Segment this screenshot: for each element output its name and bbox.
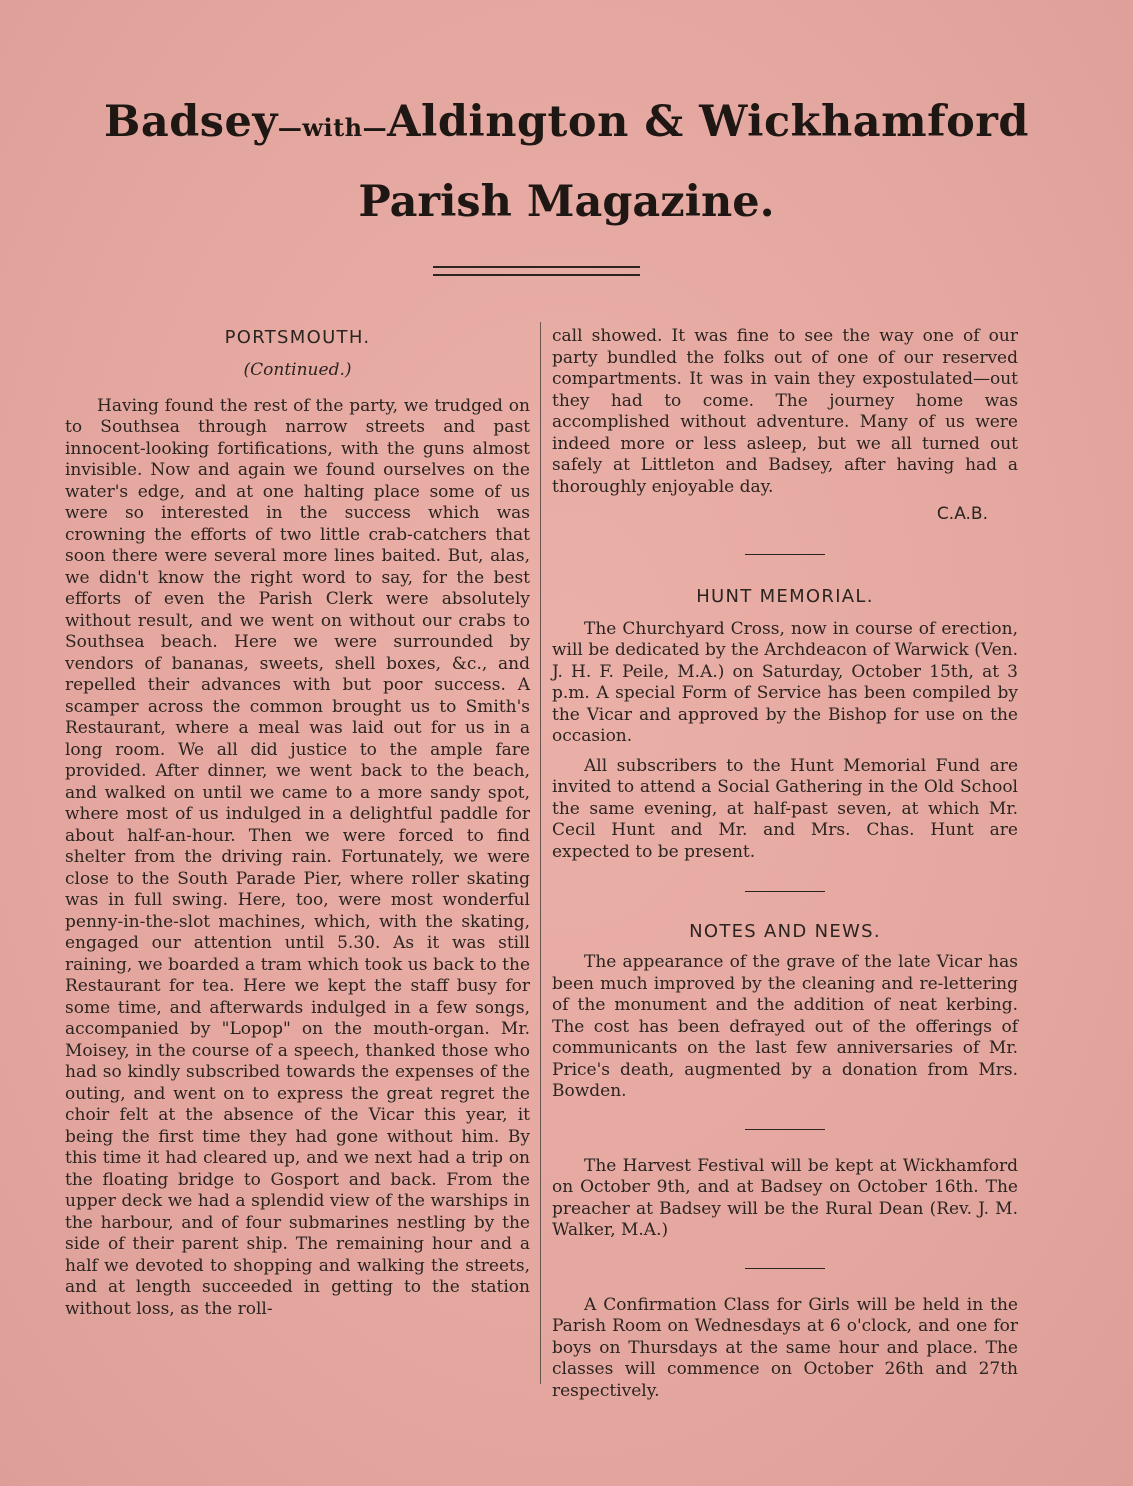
- masthead-line-2: Parish Magazine.: [358, 177, 775, 227]
- masthead: [40, 92, 1093, 232]
- right-column: [552, 326, 1018, 1402]
- column-divider: [540, 322, 541, 1384]
- signature: C.A.B.: [936, 504, 988, 524]
- left-column: [65, 326, 530, 1320]
- notes-paragraph-confirmation: A Confirmation Class for Girls will be held in the Parish Room on Wednesdays at 6 o'clock, and one for boys on Thursdays at the same hour and place. The classes will commence on October 26th and 27th respectively.: [552, 1294, 1018, 1401]
- hunt-memorial-paragraph-1: The Churchyard Cross, now in course of erection, will be dedicated by the Archdeacon of Warwick (Ven. J. H. F. Peile, M.A.) on Saturday, October 15th, at 3 p.m. A special Form of Service has been compiled by the Vicar and approved by the Bishop for use on the occasion.: [552, 618, 1018, 746]
- masthead-with: —with—: [277, 113, 388, 142]
- section-rule: [745, 891, 825, 892]
- masthead-double-rule: [433, 266, 640, 276]
- hunt-memorial-paragraph-2: All subscribers to the Hunt Memorial Fund are invited to attend a Social Gathering in the Old School the same evening, at half-past seven, at which Mr. Cecil Hunt and Mr. and Mrs. Chas. Hunt are expected to be present.: [552, 755, 1018, 862]
- notes-paragraph-harvest: The Harvest Festival will be kept at Wickhamford on October 9th, and at Badsey on October 16th. The preacher at Badsey will be the Rural Dean (Rev. J. M. Walker, M.A.): [552, 1155, 1018, 1240]
- masthead-line-1: [40, 92, 1093, 158]
- notes-and-news-heading: NOTES AND NEWS.: [689, 921, 881, 942]
- masthead-badsey: Badsey: [103, 97, 278, 147]
- portsmouth-heading: PORTSMOUTH.: [224, 327, 371, 348]
- portsmouth-body-right: call showed. It was fine to see the way one of our party bundled the folks out of one of our reserved compartments. It was in vain they expostulated—out they had to come. The journey home was accomplished without adventure. Many of us were indeed more or less asleep, but we all turned out safely at Littleton and Badsey, after having had a thoroughly enjoyable day.: [552, 326, 1018, 497]
- continued-note: (Continued.): [243, 360, 352, 380]
- section-rule: [745, 554, 825, 555]
- section-rule: [745, 1268, 825, 1269]
- portsmouth-body-left: Having found the rest of the party, we trudged on to Southsea through narrow streets and past innocent-looking fortifications, with the guns almost invisible. Now and again we found ourselves on the water's edge, and at one halting place some of us were so interested in the success which was crowning the efforts of two little crab-catchers that soon there were several more lines baited. But, alas, we didn't know the right word to say, for the best efforts of even the Parish Clerk were absolutely without result, and we went on without our crabs to Southsea beach. Here we were surrounded by vendors of bananas, sweets, shell boxes, &c., and repelled their advances with but poor success. A scamper across the common brought us to Smith's Restaurant, where a meal was laid out for us in a long room. We all did justice to the ample fare provided. After dinner, we went back to the beach, and walked on until we came to a more sandy spot, where most of us indulged in a delightful paddle for about half-an-hour. Then we were forced to find shelter from the driving rain. Fortunately, we were close to the South Parade Pier, where roller skating was in full swing. Here, too, were most wonderful penny-in-the-slot machines, which, with the skating, engaged our attention until 5.30. As it was still raining, we boarded a tram which took us back to the Restaurant for tea. Here we kept the staff busy for some time, and afterwards indulged in a few songs, accompanied by "Lopop" on the mouth-organ. Mr. Moisey, in the course of a speech, thanked those who had so kindly subscribed towards the expenses of the outing, and went on to express the great regret the choir felt at the absence of the Vicar this year, it being the first time they had gone without him. By this time it had cleared up, and we next had a trip on the floating bridge to Gosport and back. From the upper deck we had a splendid view of the warships in the harbour, and of four submarines nestling by the side of their parent ship. The remaining hour and a half we devoted to shopping and walking the streets, and at length succeeded in getting to the station without loss, as the roll-: [65, 395, 530, 1319]
- section-rule: [745, 1129, 825, 1130]
- masthead-aldington-wickhamford: Aldington & Wickhamford: [387, 97, 1029, 147]
- notes-paragraph-grave: The appearance of the grave of the late Vicar has been much improved by the cleaning and re-lettering of the monument and the addition of neat kerbing. The cost has been defrayed out of the offerings of communicants on the last few anniversaries of Mr. Price's death, augmented by a donation from Mrs. Bowden.: [552, 952, 1018, 1101]
- hunt-memorial-heading: HUNT MEMORIAL.: [696, 585, 874, 607]
